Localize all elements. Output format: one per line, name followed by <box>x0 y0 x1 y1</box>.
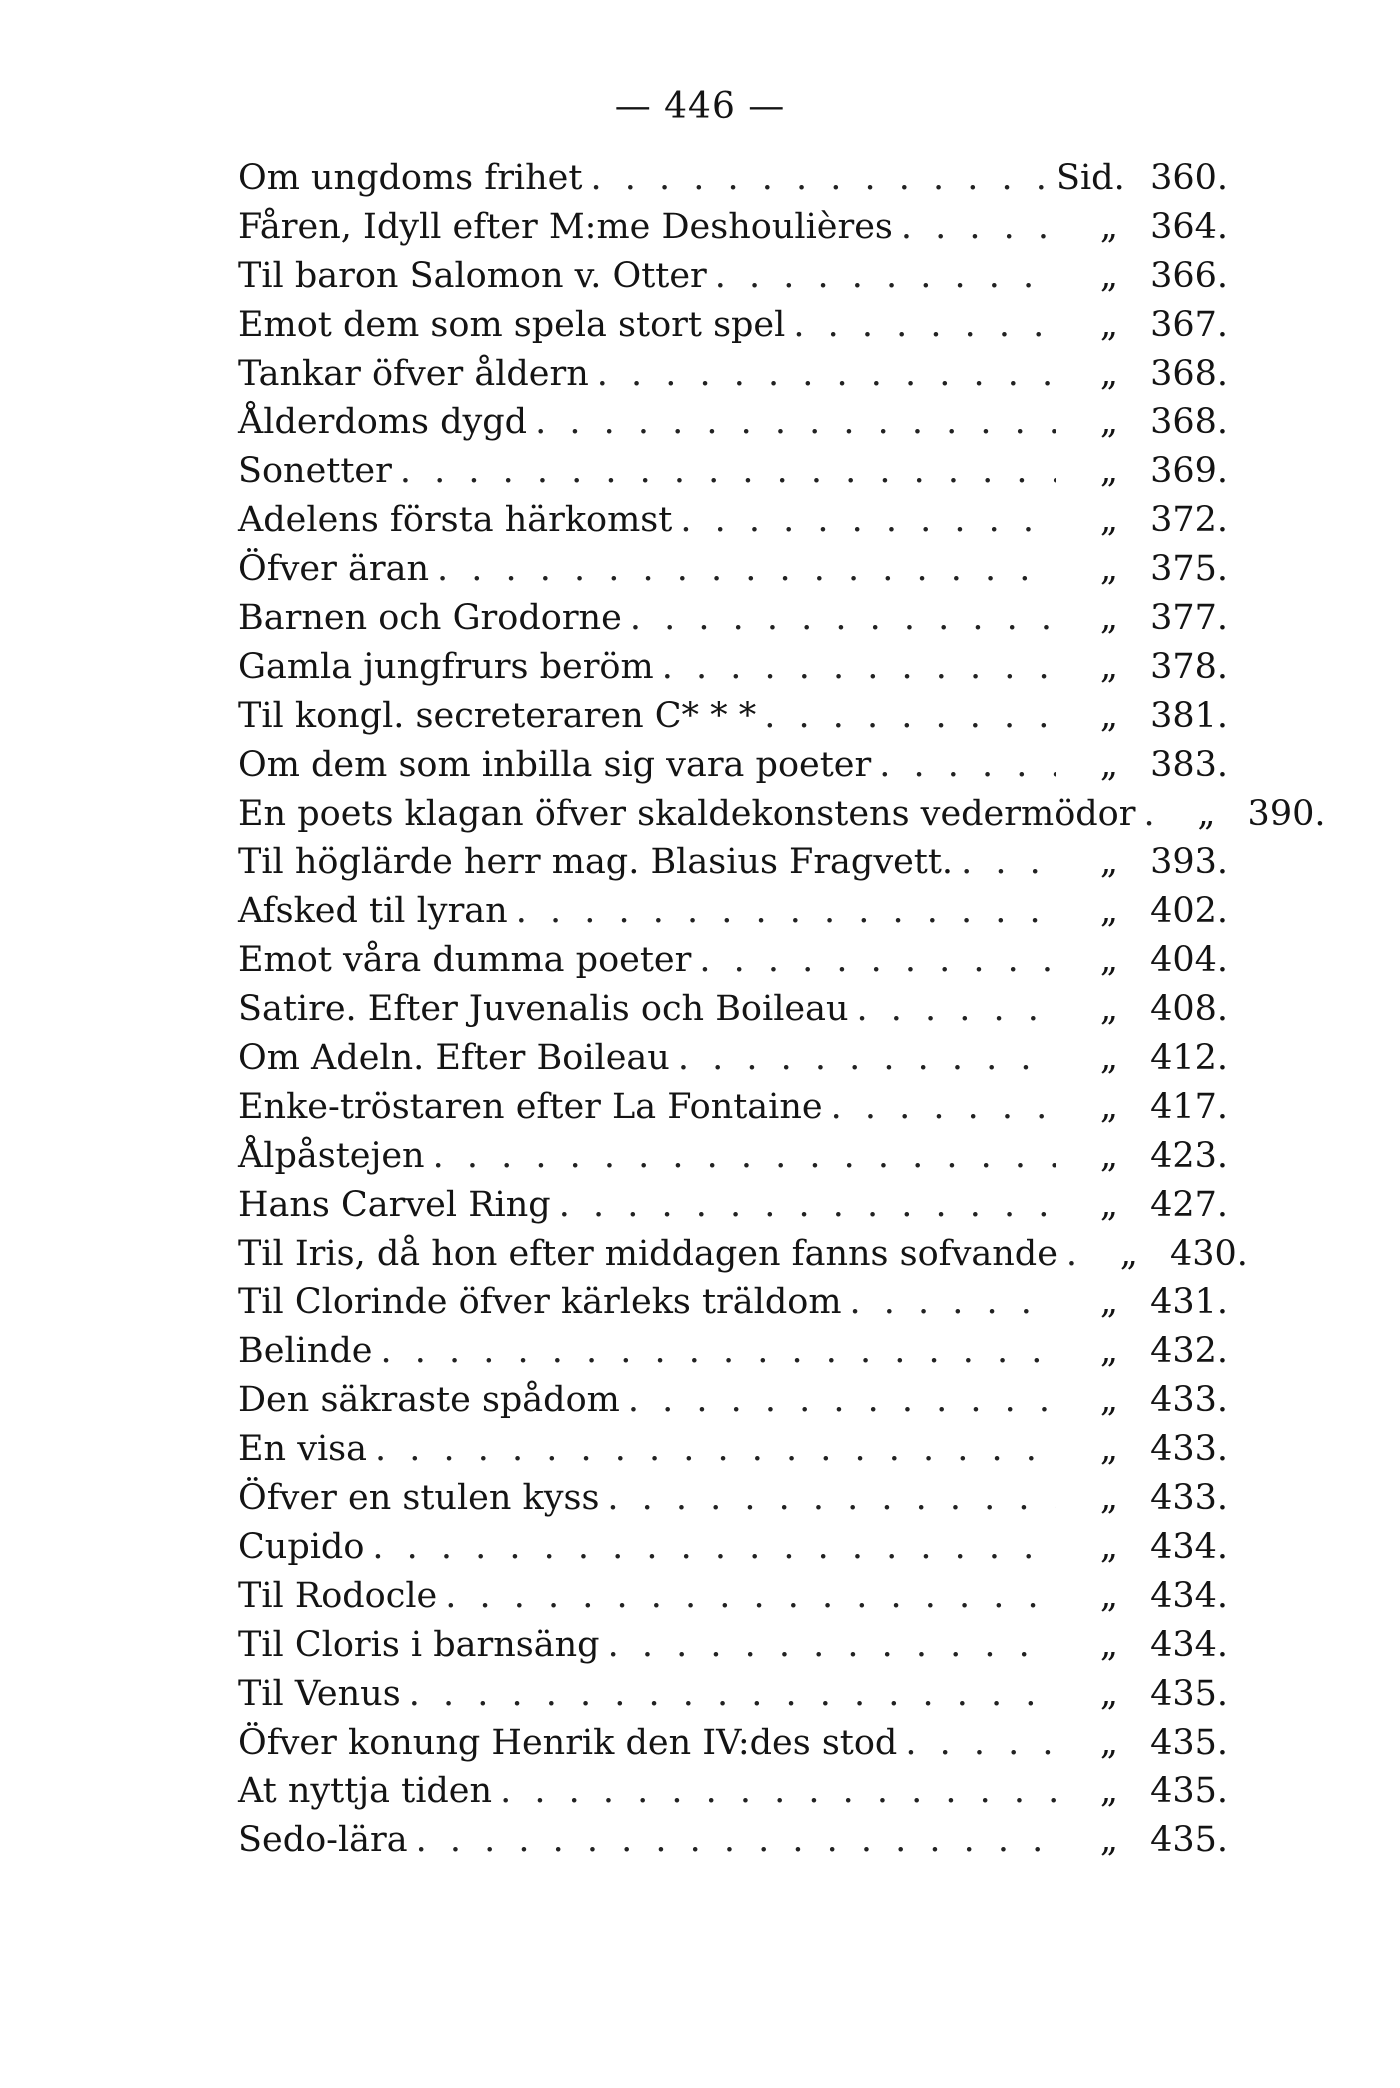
toc-entry <box>238 838 1228 887</box>
toc-entry-ditto-mark: „ <box>1099 891 1118 932</box>
toc-entry-page: 366. <box>1150 255 1228 296</box>
toc-entry-ditto-mark: „ <box>1119 1233 1138 1274</box>
toc-entry-ditto-mark: „ <box>1099 549 1118 590</box>
toc-entry <box>238 1132 1228 1181</box>
toc-entry-ditto-mark: „ <box>1099 695 1118 736</box>
toc-entry-page: 431. <box>1150 1282 1228 1323</box>
toc-entry-title: Sonetter <box>238 451 392 492</box>
toc-entry <box>238 496 1228 545</box>
toc-entry-title: Til baron Salomon v. Otter <box>238 255 707 296</box>
toc-entry-page: 434. <box>1150 1575 1228 1616</box>
dot-leader <box>492 1767 1056 1816</box>
toc-entry <box>238 1767 1228 1816</box>
dot-leader <box>408 1816 1056 1865</box>
toc-entry <box>238 301 1228 350</box>
dot-leader <box>670 1034 1056 1083</box>
toc-entry-page: 435. <box>1150 1673 1228 1714</box>
dot-leader <box>437 1572 1056 1621</box>
toc-entry-page: 368. <box>1150 353 1228 394</box>
toc-entry-ditto-mark: „ <box>1099 500 1118 541</box>
toc-entry-ditto-mark: „ <box>1099 598 1118 639</box>
dot-leader <box>707 252 1056 301</box>
toc-entry-ditto-mark: „ <box>1099 1624 1118 1665</box>
toc-entry-ditto-mark: „ <box>1099 646 1118 687</box>
toc-entry-title: Öfver en stulen kyss <box>238 1478 600 1519</box>
toc-entry-title: Tankar öfver åldern <box>238 353 589 394</box>
dot-leader <box>367 1425 1056 1474</box>
toc-entry-page: 435. <box>1150 1771 1228 1812</box>
dot-leader <box>622 594 1056 643</box>
dot-leader <box>392 447 1056 496</box>
toc-entry-title: Om ungdoms frihet <box>238 158 583 198</box>
dot-leader <box>1058 1230 1076 1279</box>
toc-entry-title: Belinde <box>238 1331 373 1372</box>
toc-entry-ditto-mark: „ <box>1099 402 1118 443</box>
toc-entry-title: Ålderdoms dygd <box>238 402 528 443</box>
toc-entry-page: 360. <box>1150 158 1228 198</box>
toc-entry-page: 432. <box>1150 1331 1228 1372</box>
toc-entry-page: 433. <box>1150 1429 1228 1470</box>
dot-leader <box>401 1670 1056 1719</box>
toc-entry-page: 375. <box>1150 549 1228 590</box>
toc-entry-title: Den säkraste spådom <box>238 1380 620 1421</box>
dot-leader <box>508 887 1056 936</box>
toc-entry-title: Til Venus <box>238 1673 401 1714</box>
toc-entry <box>238 1719 1228 1768</box>
toc-entry-ditto-mark: „ <box>1099 1331 1118 1372</box>
toc-entry-title: Öfver äran <box>238 549 429 590</box>
toc-entry-ditto-mark: „ <box>1099 1771 1118 1812</box>
dot-leader <box>1135 790 1153 839</box>
toc-entry <box>238 985 1228 1034</box>
toc-entry-title: Fåren, Idyll efter M:me Deshoulières <box>238 206 893 247</box>
toc-entry-ditto-mark: „ <box>1099 1086 1118 1127</box>
dot-leader <box>372 1327 1056 1376</box>
toc-entry-ditto-mark: „ <box>1099 1282 1118 1323</box>
dot-leader <box>823 1083 1056 1132</box>
toc-entry <box>238 1425 1228 1474</box>
toc-entry-ditto-mark: „ <box>1099 940 1118 981</box>
table-of-contents <box>238 154 1326 1865</box>
toc-entry <box>238 741 1228 790</box>
toc-entry <box>238 1181 1228 1230</box>
toc-entry-ditto-mark: „ <box>1099 1184 1118 1225</box>
toc-entry-title: Barnen och Grodorne <box>238 598 622 639</box>
toc-entry-ditto-mark: „ <box>1099 255 1118 296</box>
toc-entry-ditto-mark: „ <box>1099 1575 1118 1616</box>
toc-entry <box>238 350 1228 399</box>
toc-entry-page: 381. <box>1150 695 1228 736</box>
toc-entry-ditto-mark: „ <box>1099 1429 1118 1470</box>
toc-entry-title: Til Cloris i barnsäng <box>238 1624 600 1665</box>
toc-entry <box>238 692 1228 741</box>
toc-entry-title: Satire. Efter Juvenalis och Boileau <box>238 989 849 1030</box>
dot-leader <box>527 398 1056 447</box>
toc-entry-title: Til Iris, då hon efter middagen fanns sofvande <box>238 1233 1058 1274</box>
dot-leader <box>893 203 1056 252</box>
dot-leader <box>849 985 1056 1034</box>
toc-entry <box>238 1230 1248 1279</box>
toc-entry <box>238 1523 1228 1572</box>
toc-entry-title: Sedo-lära <box>238 1820 408 1861</box>
toc-entry-page: 393. <box>1150 842 1228 883</box>
toc-entry <box>238 1376 1228 1425</box>
dot-leader <box>582 154 1056 203</box>
toc-entry-title: Adelens första härkomst <box>238 500 673 541</box>
toc-entry-title: Cupido <box>238 1526 365 1567</box>
toc-entry-title: Til Rodocle <box>238 1575 438 1616</box>
dot-leader <box>897 1719 1056 1768</box>
toc-entry-ditto-mark: „ <box>1099 1820 1118 1861</box>
toc-entry-title: Hans Carvel Ring <box>238 1184 551 1225</box>
toc-entry <box>238 1474 1228 1523</box>
toc-entry-ditto-mark: „ <box>1099 1135 1118 1176</box>
toc-entry <box>238 1278 1228 1327</box>
dot-leader <box>589 350 1056 399</box>
toc-entry-page: 378. <box>1150 646 1228 687</box>
dot-leader <box>871 741 1056 790</box>
toc-entry-ditto-mark: „ <box>1099 353 1118 394</box>
toc-entry <box>238 936 1228 985</box>
toc-entry-title: Emot våra dumma poeter <box>238 940 692 981</box>
page-number: — 446 — <box>614 86 786 127</box>
toc-entry <box>238 1034 1228 1083</box>
toc-entry-title: Om Adeln. Efter Boileau <box>238 1038 670 1079</box>
dot-leader <box>551 1181 1056 1230</box>
toc-entry-ditto-mark: „ <box>1099 451 1118 492</box>
toc-entry-ditto-mark: „ <box>1099 744 1118 785</box>
toc-entry-page: 433. <box>1150 1380 1228 1421</box>
toc-entry-page: 369. <box>1150 451 1228 492</box>
toc-entry-title: Om dem som inbilla sig vara poeter <box>238 744 872 785</box>
dot-leader <box>953 838 1056 887</box>
dot-leader <box>429 545 1056 594</box>
toc-entry-page: 434. <box>1150 1624 1228 1665</box>
toc-entry-title: Ålpåstejen <box>238 1135 425 1176</box>
toc-entry-ditto-mark: „ <box>1099 206 1118 247</box>
toc-entry <box>238 447 1228 496</box>
dot-leader <box>654 643 1056 692</box>
toc-entry-ditto-mark: „ <box>1099 1673 1118 1714</box>
toc-entry <box>238 398 1228 447</box>
toc-entry <box>238 154 1228 203</box>
toc-entry-ditto-mark: „ <box>1197 793 1216 834</box>
dot-leader <box>672 496 1056 545</box>
toc-entry-title: Gamla jungfrurs beröm <box>238 646 654 687</box>
dot-leader <box>756 692 1056 741</box>
dot-leader <box>425 1132 1056 1181</box>
toc-entry-page: 367. <box>1150 304 1228 345</box>
dot-leader <box>842 1278 1056 1327</box>
toc-entry <box>238 1621 1228 1670</box>
toc-entry <box>238 252 1228 301</box>
toc-entry <box>238 594 1228 643</box>
toc-entry-title: Til Clorinde öfver kärleks träldom <box>238 1282 842 1323</box>
toc-entry <box>238 1083 1228 1132</box>
dot-leader <box>691 936 1056 985</box>
toc-entry-title: Til kongl. secreteraren C* * * <box>238 695 757 736</box>
toc-entry-title: Öfver konung Henrik den IV:des stod <box>238 1722 898 1763</box>
toc-entry-page: 423. <box>1150 1135 1228 1176</box>
toc-entry <box>238 643 1228 692</box>
toc-entry-title: En poets klagan öfver skaldekonstens vedermödor <box>238 793 1136 834</box>
toc-entry-ditto-mark: Sid. <box>1056 158 1125 198</box>
toc-entry-page: 435. <box>1150 1722 1228 1763</box>
toc-entry-page: 402. <box>1150 891 1228 932</box>
toc-entry <box>238 1327 1228 1376</box>
toc-entry-page: 435. <box>1150 1820 1228 1861</box>
toc-entry-title: At nyttja tiden <box>238 1771 493 1812</box>
toc-entry-page: 368. <box>1150 402 1228 443</box>
toc-entry-title: En visa <box>238 1429 368 1470</box>
toc-entry-title: Til höglärde herr mag. Blasius Fragvett. <box>238 842 954 883</box>
toc-entry-page: 433. <box>1150 1478 1228 1519</box>
toc-entry-ditto-mark: „ <box>1099 989 1118 1030</box>
toc-entry-title: Emot dem som spela stort spel <box>238 304 786 345</box>
toc-entry-page: 434. <box>1150 1526 1228 1567</box>
toc-entry-page: 430. <box>1169 1233 1248 1274</box>
toc-entry <box>238 1670 1228 1719</box>
dot-leader <box>364 1523 1056 1572</box>
toc-entry-ditto-mark: „ <box>1099 1526 1118 1567</box>
dot-leader <box>599 1474 1056 1523</box>
toc-entry-page: 390. <box>1247 793 1326 834</box>
toc-entry-ditto-mark: „ <box>1099 1380 1118 1421</box>
toc-entry-ditto-mark: „ <box>1099 1038 1118 1079</box>
dot-leader <box>600 1621 1056 1670</box>
toc-entry-page: 377. <box>1150 598 1228 639</box>
toc-entry-page: 372. <box>1150 500 1228 541</box>
toc-entry-page: 417. <box>1150 1086 1228 1127</box>
toc-entry-page: 412. <box>1150 1038 1228 1079</box>
toc-entry-title: Afsked til lyran <box>238 891 508 932</box>
toc-entry-ditto-mark: „ <box>1099 1722 1118 1763</box>
toc-entry-ditto-mark: „ <box>1099 1478 1118 1519</box>
toc-entry-ditto-mark: „ <box>1099 842 1118 883</box>
toc-entry <box>238 790 1326 839</box>
dot-leader <box>785 301 1056 350</box>
toc-entry-page: 364. <box>1150 206 1228 247</box>
toc-entry <box>238 887 1228 936</box>
toc-entry-page: 408. <box>1150 989 1228 1030</box>
toc-entry <box>238 1572 1228 1621</box>
toc-entry-page: 383. <box>1150 744 1228 785</box>
toc-entry <box>238 1816 1228 1865</box>
toc-entry-title: Enke-tröstaren efter La Fontaine <box>238 1086 823 1127</box>
toc-entry-ditto-mark: „ <box>1099 304 1118 345</box>
dot-leader <box>620 1376 1056 1425</box>
toc-entry <box>238 545 1228 594</box>
toc-entry <box>238 203 1228 252</box>
toc-entry-page: 427. <box>1150 1184 1228 1225</box>
toc-entry-page: 404. <box>1150 940 1228 981</box>
